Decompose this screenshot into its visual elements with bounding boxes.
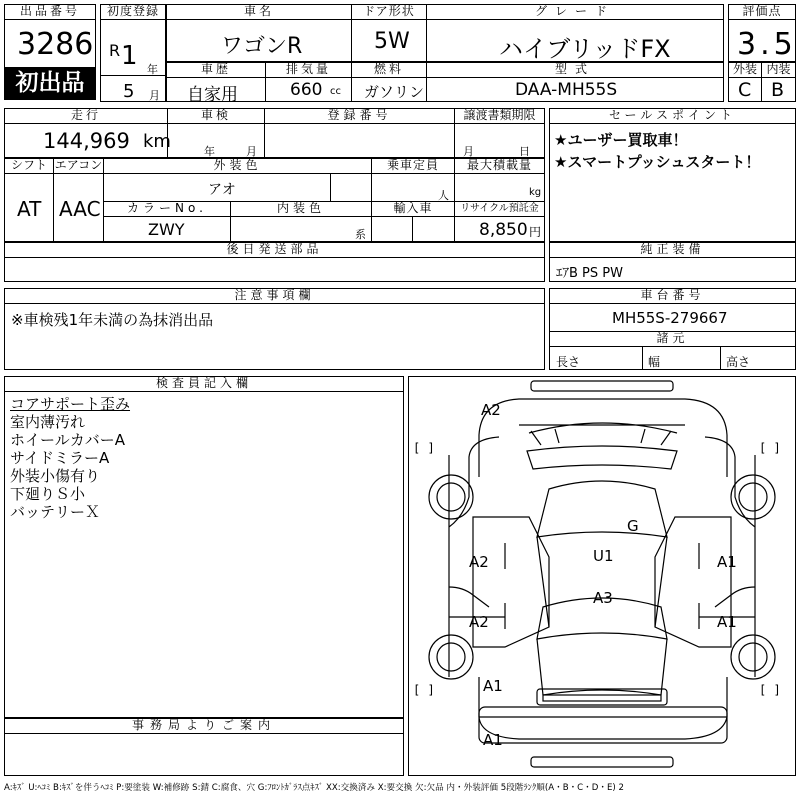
office-box: [4, 718, 404, 776]
bracket-left-top: [ ]: [413, 441, 435, 455]
caution-box: [4, 288, 545, 370]
mark-a2-left-front: A2: [469, 553, 489, 571]
shift: AT: [17, 197, 42, 221]
ac-box: [53, 158, 104, 242]
model-box: [426, 62, 724, 102]
mileage-label: 走行: [5, 109, 167, 124]
reg-number-box: [264, 108, 455, 158]
caution-label: 注意事項欄: [5, 289, 544, 304]
grade-box: [426, 4, 724, 62]
chassis-label: 車台番号: [550, 289, 795, 304]
car-name: ワゴンR: [221, 34, 303, 59]
history-box: [166, 62, 266, 105]
ext-grade-box: [728, 62, 762, 102]
car-diagram-box: [408, 376, 796, 776]
door-type: 5W: [374, 29, 410, 54]
mileage-box: [4, 108, 171, 158]
fuel: ガソリン: [364, 83, 425, 101]
int-color-label: 内装色: [231, 202, 371, 217]
month-unit: 月: [149, 89, 160, 102]
max-load-label: 最大積載量: [455, 159, 544, 174]
office-label: 事務局よりご案内: [5, 719, 403, 734]
length-label: 長さ: [556, 355, 581, 369]
transfer-month: 月: [463, 145, 474, 158]
mileage: 144,969: [43, 129, 130, 153]
lot-number: 3286: [17, 27, 94, 62]
caution-text: ※車検残1年未満の為抹消出品: [11, 311, 214, 329]
mark-a1-right-front: A1: [717, 553, 737, 571]
lot-number-label: 出品番号: [5, 5, 95, 20]
equipment-box: [549, 242, 796, 282]
inspector-label: 検査員記入欄: [5, 377, 403, 392]
mark-u1: U1: [593, 547, 614, 565]
int-grade-box: [761, 62, 796, 102]
inspection-box: [167, 108, 265, 158]
transfer-box: [454, 108, 545, 158]
ext-grade-label: 外装: [729, 63, 761, 78]
reg-number-label: 登録番号: [265, 109, 454, 124]
recycle-unit: 円: [529, 225, 542, 239]
ext-color-box: [103, 158, 372, 202]
displacement-unit: cc: [330, 86, 341, 97]
sales-points-label: セールスポイント: [550, 109, 795, 124]
ext-color-label: 外装色: [104, 159, 371, 174]
width-label: 幅: [648, 355, 661, 369]
inspector-notes: [10, 395, 130, 521]
first-listing-badge: 初出品: [5, 67, 95, 99]
height-label: 高さ: [726, 355, 751, 369]
later-parts-box: [4, 242, 545, 282]
inspector-box: [4, 376, 404, 718]
displacement-label: 排気量: [266, 63, 351, 78]
shift-box: [4, 158, 54, 242]
grade: ハイブリッドFX: [499, 35, 671, 63]
equipment: ｴｱB PS PW: [556, 266, 623, 281]
capacity-label: 乗車定員: [372, 159, 454, 174]
mark-a2-left-rear: A2: [469, 613, 489, 631]
import-label: 輸入車: [372, 202, 454, 217]
inspector-line: ホイールカバーA: [10, 431, 125, 449]
car-name-label: 車名: [167, 5, 351, 20]
inspector-line: コアサポート歪み: [10, 395, 131, 413]
transfer-day: 日: [519, 145, 530, 158]
sales-point-2: ★スマートプッシュスタート！: [554, 153, 761, 171]
model-label: 型式: [427, 63, 723, 78]
score-label: 評価点: [729, 5, 795, 20]
ext-color: アオ: [208, 182, 236, 198]
recycle-box: [454, 201, 545, 242]
first-reg-label: 初度登録: [101, 5, 165, 20]
reg-month: 5: [123, 81, 135, 102]
inspector-line: 外装小傷有り: [10, 467, 101, 485]
first-reg-box: [100, 4, 166, 102]
lot-number-box: [4, 4, 96, 100]
mark-a1-right-rear: A1: [717, 613, 737, 631]
shift-label: シフト: [5, 159, 53, 174]
chassis-box: [549, 288, 796, 332]
int-grade-label: 内装: [762, 63, 795, 78]
inspector-line: 室内薄汚れ: [10, 413, 86, 431]
car-name-box: [166, 4, 352, 62]
int-color-unit: 系: [355, 228, 366, 241]
int-grade: B: [771, 79, 785, 101]
dims-box: [549, 331, 796, 370]
dims-label: 諸元: [550, 332, 795, 347]
mark-a1-bottom: A1: [483, 731, 503, 749]
capacity-unit: 人: [438, 189, 449, 202]
insp-month-unit: 月: [246, 145, 257, 158]
inspector-line: サイドミラーA: [10, 449, 110, 467]
history-label: 車歴: [167, 63, 265, 78]
inspector-line: バッテリーＸ: [10, 503, 101, 521]
capacity-box: [371, 158, 455, 202]
history: 自家用: [187, 85, 238, 105]
score-box: [728, 4, 796, 62]
year-unit: 年: [147, 63, 158, 76]
ext-grade: C: [738, 79, 752, 101]
model: DAA-MH55S: [515, 80, 618, 100]
int-color-box: [230, 201, 372, 242]
grade-label: グレード: [427, 5, 723, 20]
transfer-label: 譲渡書類期限: [455, 109, 544, 124]
bracket-right-bottom: [ ]: [759, 683, 781, 697]
sales-points-box: [549, 108, 796, 242]
car-diagram: [409, 377, 795, 775]
inspector-line: 下廻りＳ小: [10, 485, 86, 503]
mark-a1-bottom-left: A1: [483, 677, 503, 695]
door-box: [351, 4, 427, 62]
equipment-label: 純正装備: [550, 243, 795, 258]
color-no-label: カラーNo.: [104, 202, 230, 217]
score: 3.5: [737, 27, 797, 62]
recycle-amount: 8,850: [479, 220, 528, 240]
sales-point-1: ★ユーザー買取車！: [554, 131, 688, 149]
color-no: ZWY: [148, 220, 185, 239]
mark-g: G: [627, 517, 639, 535]
chassis-number: MH55S-279667: [612, 309, 728, 327]
era: R: [109, 41, 121, 60]
max-load-box: [454, 158, 545, 202]
era-year: 1: [121, 41, 138, 71]
insp-year-unit: 年: [204, 145, 215, 158]
fuel-box: [351, 62, 427, 102]
door-label: ドア形状: [352, 5, 426, 20]
color-no-box: [103, 201, 231, 242]
displacement: 660: [290, 80, 323, 100]
mark-a2-top: A2: [481, 401, 501, 419]
mileage-unit: km: [143, 131, 171, 152]
displacement-box: [265, 62, 352, 102]
later-parts-label: 後日発送部品: [5, 243, 544, 258]
import-box: [371, 201, 455, 242]
ac: AAC: [59, 197, 101, 221]
ac-label: エアコン: [54, 158, 103, 172]
inspection-label: 車検: [168, 109, 264, 124]
recycle-label: リサイクル預託金: [455, 202, 544, 217]
mark-a3: A3: [593, 589, 613, 607]
bracket-left-bottom: [ ]: [413, 683, 435, 697]
max-load-unit: kg: [529, 187, 542, 198]
bracket-right-top: [ ]: [759, 441, 781, 455]
legend: A:ｷｽﾞ U:ﾍｺﾐ B:ｷｽﾞを伴うﾍｺﾐ P:要塗装 W:補修跡 S:錆 C:腐食、穴 G:ﾌﾛﾝﾄｶﾞﾗｽ点ｷｽﾞ XX:交換済み X:要交換 欠:欠品 内・外装評価 5段階ﾗﾝｸ順(A・B・C・D・E) 2: [4, 783, 624, 793]
fuel-label: 燃料: [352, 63, 426, 78]
